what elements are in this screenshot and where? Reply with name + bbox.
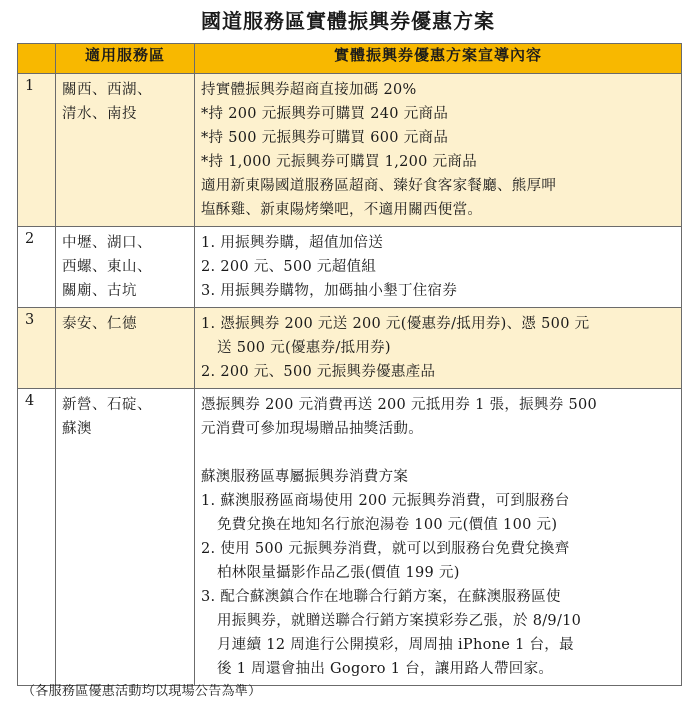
table-header-row	[18, 44, 682, 74]
row-index: 1	[18, 74, 56, 227]
service-area-cell	[56, 389, 195, 686]
service-area-cell	[56, 308, 195, 389]
service-area-line: 關西、西湖、	[62, 82, 152, 98]
promo-line: 憑振興券 200 元消費再送 200 元抵用券 1 張，振興券 500	[201, 397, 598, 413]
header-promo-content: 實體振興券優惠方案宣導內容	[195, 44, 682, 74]
promo-line: 用振興券，就贈送聯合行銷方案摸彩券乙張，於 8/9/10	[217, 613, 582, 629]
promo-line: 3. 配合蘇澳鎮合作在地聯合行銷方案，在蘇澳服務區使	[201, 589, 561, 605]
promo-line: *持 1,000 元振興券可購買 1,200 元商品	[201, 154, 478, 170]
promo-line: 1. 用振興券購，超值加倍送	[201, 235, 384, 251]
row-index: 4	[18, 389, 56, 686]
promo-line: 3. 用振興券購物，加碼抽小墾丁住宿券	[201, 283, 458, 299]
table-row	[18, 74, 682, 227]
promo-line: 適用新東陽國道服務區超商、臻好食客家餐廳、熊厚呷	[201, 178, 557, 194]
promo-line: 塩酥雞、新東陽烤樂吧，不適用關西便當。	[201, 202, 483, 218]
row-index: 3	[18, 308, 56, 389]
promo-content-cell	[195, 74, 682, 227]
promo-line: 月連續 12 周進行公開摸彩，周周抽 iPhone 1 台，最	[217, 637, 574, 653]
promo-line: 1. 憑振興券 200 元送 200 元(優惠券/抵用券)、憑 500 元	[201, 316, 590, 332]
service-area-line: 關廟、古坑	[62, 283, 137, 299]
promo-line: 2. 200 元、500 元振興券優惠產品	[201, 364, 436, 380]
promo-table	[17, 43, 682, 686]
promo-line: 元消費可參加現場贈品抽獎活動。	[201, 421, 423, 437]
row-index: 2	[18, 227, 56, 308]
service-area-line: 蘇澳	[62, 421, 92, 437]
promo-content-cell	[195, 389, 682, 686]
footnote: （各服務區優惠活動均以現場公告為準）	[22, 684, 262, 699]
promo-line: 持實體振興券超商直接加碼 20%	[201, 82, 417, 98]
promo-content-cell	[195, 308, 682, 389]
promo-line: *持 500 元振興券可購買 600 元商品	[201, 130, 449, 146]
promo-subheading: 蘇澳服務區專屬振興券消費方案	[201, 469, 409, 485]
table-row	[18, 227, 682, 308]
promo-line: 2. 使用 500 元振興券消費，就可以到服務台免費兌換齊	[201, 541, 570, 557]
promo-line: 後 1 周還會抽出 Gogoro 1 台，讓用路人帶回家。	[217, 661, 554, 677]
table-row	[18, 308, 682, 389]
table-row	[18, 389, 682, 686]
promo-line: 免費兌換在地知名行旅泡湯卷 100 元(價值 100 元)	[217, 517, 558, 533]
promo-line: 2. 200 元、500 元超值組	[201, 259, 377, 275]
service-area-cell	[56, 227, 195, 308]
page-title: 國道服務區實體振興券優惠方案	[201, 9, 495, 33]
header-service-area: 適用服務區	[56, 44, 195, 74]
promo-line: 1. 蘇澳服務區商場使用 200 元振興券消費，可到服務台	[201, 493, 570, 509]
service-area-cell	[56, 74, 195, 227]
blank-spacer	[201, 441, 677, 465]
promo-line: *持 200 元振興券可購買 240 元商品	[201, 106, 449, 122]
service-area-line: 中壢、湖口、	[62, 235, 152, 251]
promo-line: 送 500 元(優惠券/抵用券)	[217, 340, 391, 356]
service-area-line: 泰安、仁德	[62, 316, 137, 332]
promo-content-cell	[195, 227, 682, 308]
service-area-line: 西螺、東山、	[62, 259, 152, 275]
service-area-line: 新營、石碇、	[62, 397, 152, 413]
header-index	[18, 44, 56, 74]
promo-line: 柏林限量攝影作品乙張(價值 199 元)	[217, 565, 460, 581]
service-area-line: 清水、南投	[62, 106, 137, 122]
